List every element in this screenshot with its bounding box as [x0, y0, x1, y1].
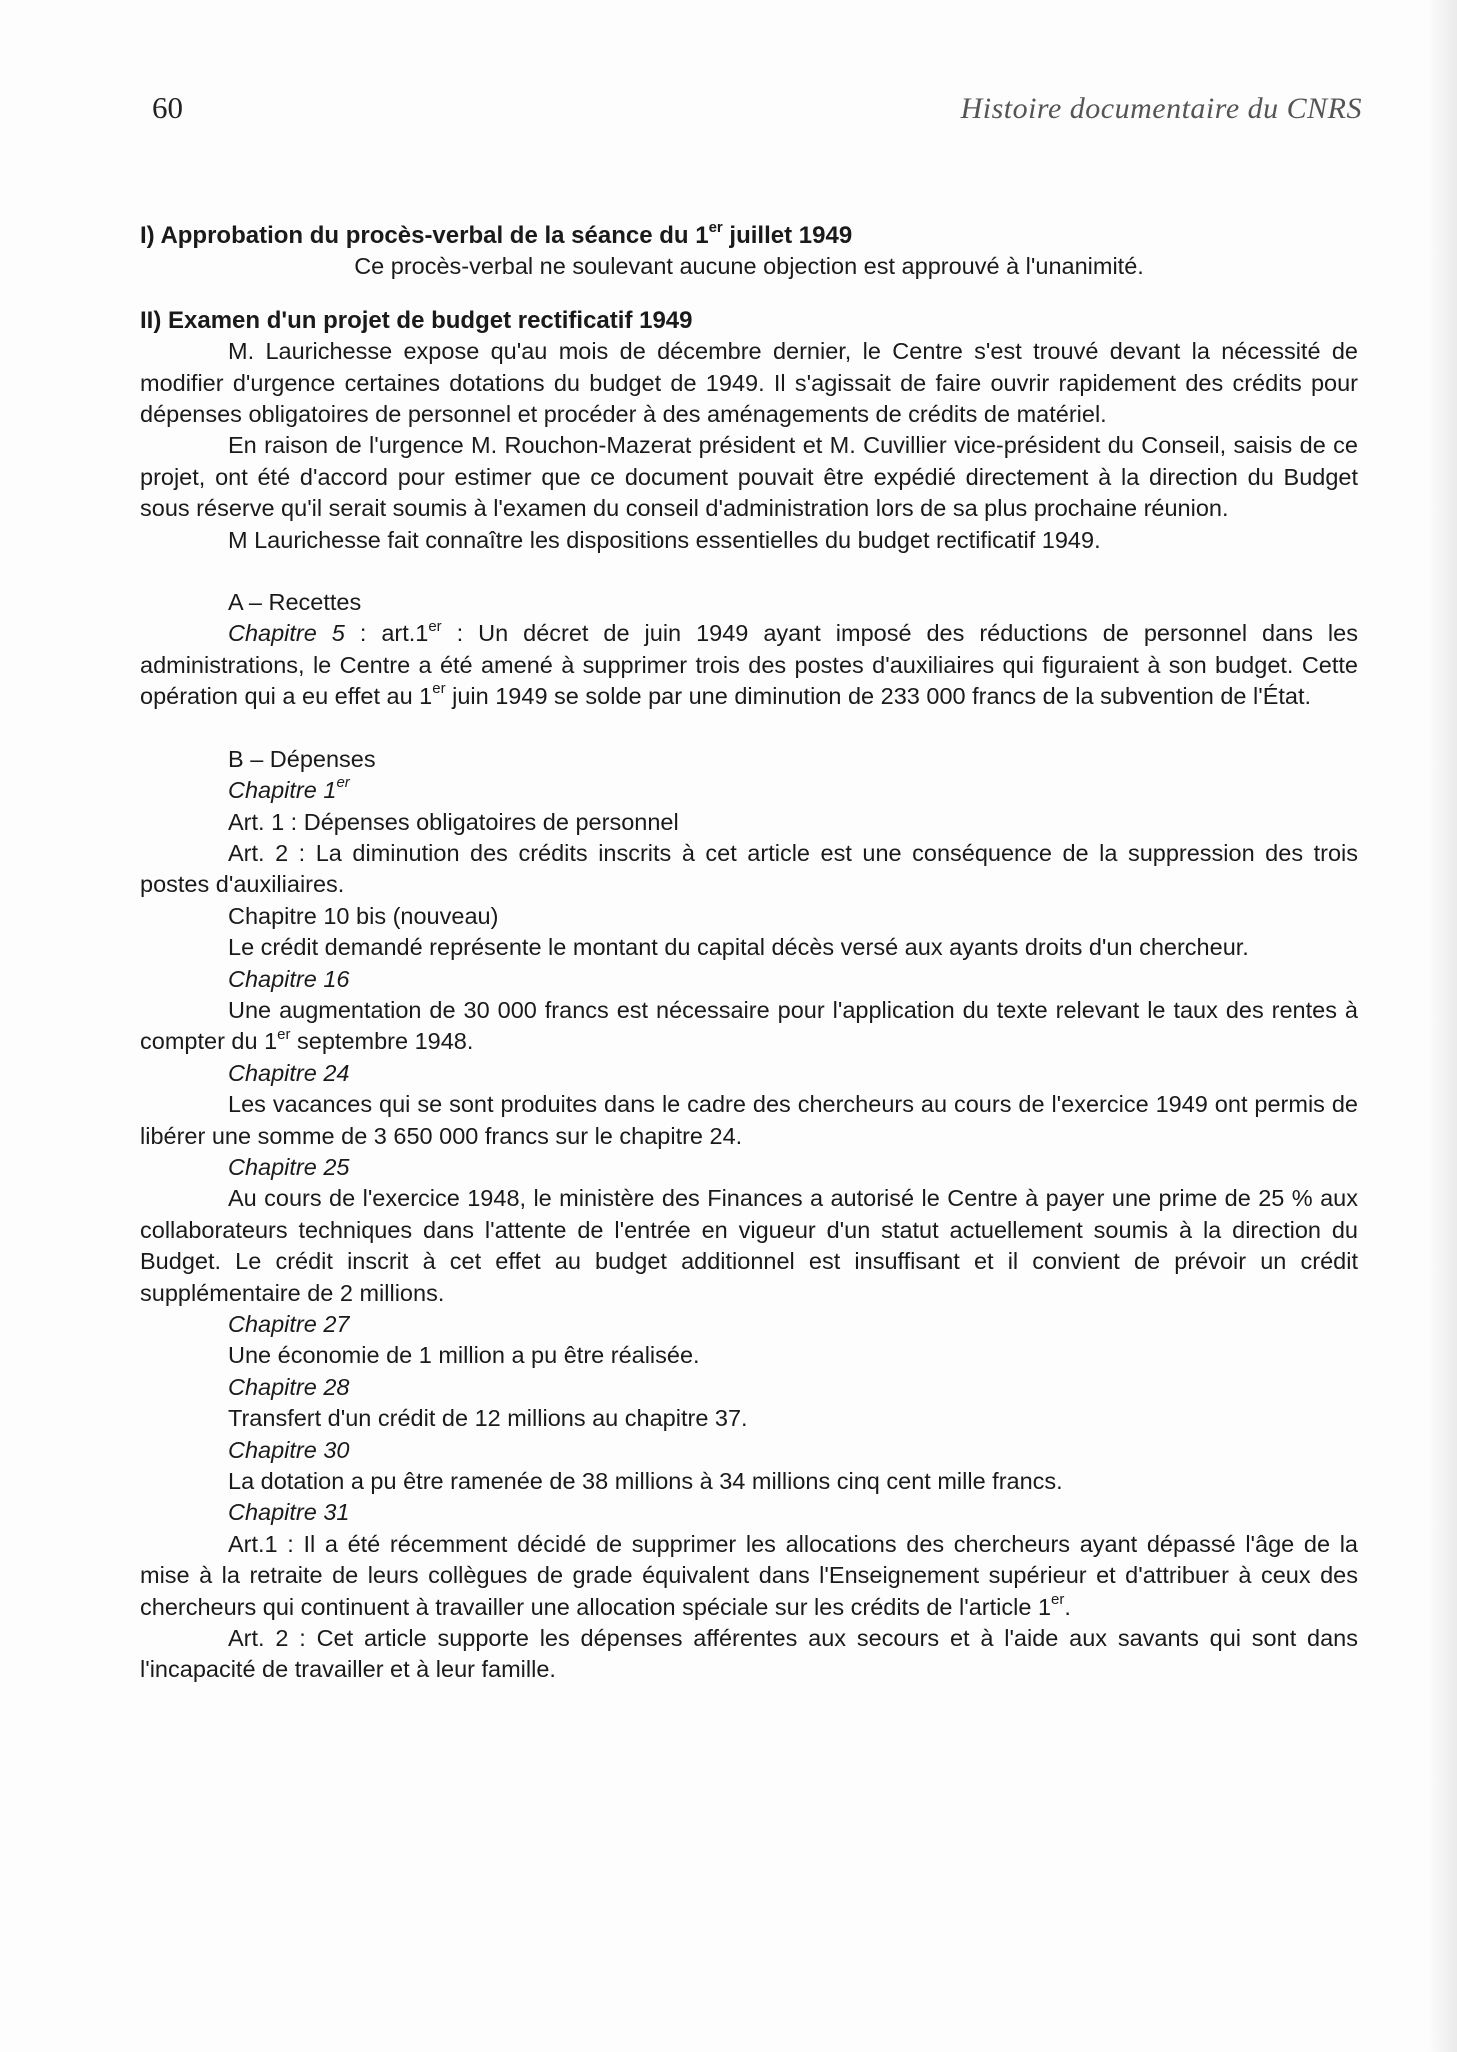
page-number: 60 [152, 90, 183, 125]
section1-heading: I) Approbation du procès-verbal de la séance du 1er juillet 1949 [140, 219, 853, 249]
chapitre-24-label: Chapitre 24 [228, 1059, 350, 1086]
chapitre-10-text: Le crédit demandé représente le montant du capital décès versé aux ayants droits d'un chercheur. [228, 934, 1249, 961]
chapitre-25-label: Chapitre 25 [228, 1153, 350, 1180]
chapitre-25-text: Au cours de l'exercice 1948, le ministère des Finances a autorisé le Centre à payer une prime de 25 % aux collaborateurs techniques dans l'attente de l'entrée en vigueur d'un statut actuellement soumis à la direction du Budget. Le crédit inscrit à cet effet au budget additionnel est insuffisant et il convient de prévoir un crédit supplémentaire de 2 millions. [140, 1185, 1358, 1306]
section2-heading: II) Examen d'un projet de budget rectificatif 1949 [140, 306, 693, 334]
page-body [140, 220, 1358, 1686]
chapitre-5-paragraph: Chapitre 5 : art.1er : Un décret de juin 1949 ayant imposé des réductions de personnel dans les administrations, le Centre a été amené à supprimer trois des postes d'auxiliaires qui figuraient à son budget. Cette opération qui a eu effet au 1er juin 1949 se solde par une diminution de 233 000 francs de la subvention de l'État. [140, 617, 1358, 710]
recettes-label: A – Recettes [228, 589, 362, 616]
section1-text: Ce procès-verbal ne soulevant aucune objection est approuvé à l'unanimité. [354, 253, 1144, 280]
depenses-label: B – Dépenses [228, 745, 376, 772]
section2-paragraph-2: En raison de l'urgence M. Rouchon-Mazerat président et M. Cuvillier vice-président du Conseil, saisis de ce projet, ont été d'accord pour estimer que ce document pouvait être expédié directement à la direction du Budget sous réserve qu'il serait soumis à l'examen du conseil d'administration lors de sa plus prochaine réunion. [140, 432, 1358, 522]
section2-paragraph-1: M. Laurichesse expose qu'au mois de décembre dernier, le Centre s'est trouvé devant la nécessité de modifier d'urgence certaines dotations du budget de 1949. Il s'agissait de faire ouvrir rapidement des crédits pour dépenses obligatoires de personnel et procéder à des aménagements de crédits de matériel. [140, 338, 1358, 428]
chapitre-16-text: Une augmentation de 30 000 francs est nécessaire pour l'application du texte relevant le taux des rentes à compter du 1er septembre 1948. [140, 996, 1358, 1055]
chapitre-1-art-2: Art. 2 : La diminution des crédits inscrits à cet article est une conséquence de la suppression des trois postes d'auxiliaires. [140, 839, 1358, 898]
chapitre-1-art-1: Art. 1 : Dépenses obligatoires de personnel [228, 808, 679, 835]
chapitre-1-label: Chapitre 1er [228, 774, 350, 804]
chapitre-27-label: Chapitre 27 [228, 1311, 350, 1337]
chapitre-28-text: Transfert d'un crédit de 12 millions au chapitre 37. [228, 1405, 748, 1432]
page-edge-shadow [1427, 0, 1457, 2052]
chapitre-24-text: Les vacances qui se sont produites dans le cadre des chercheurs au cours de l'exercice 1949 ont permis de libérer une somme de 3 650 000 francs sur le chapitre 24. [140, 1091, 1358, 1149]
chapitre-30-label: Chapitre 30 [228, 1436, 350, 1463]
running-title: Histoire documentaire du CNRS [960, 92, 1362, 125]
section2-paragraph-3: M Laurichesse fait connaître les dispositions essentielles du budget rectificatif 1949. [228, 526, 1101, 553]
chapitre-31-art-1: Art.1 : Il a été récemment décidé de supprimer les allocations des chercheurs ayant dépassé l'âge de la mise à la retraite de leurs collègues de grade équivalent dans l'Enseignement supérieur et d'attribuer à ceux des chercheurs qui continuent à travailler une allocation spéciale sur les crédits de l'article 1er. [140, 1530, 1358, 1620]
chapitre-16-label: Chapitre 16 [228, 965, 350, 992]
chapitre-31-art-2: Art. 2 : Cet article supporte les dépenses afférentes aux secours et à l'aide aux savants qui sont dans l'incapacité de travailler et à leur famille. [140, 1625, 1358, 1683]
chapitre-30-text: La dotation a pu être ramenée de 38 millions à 34 millions cinq cent mille francs. [228, 1468, 1063, 1495]
chapitre-31-label: Chapitre 31 [228, 1499, 350, 1526]
chapitre-10-label: Chapitre 10 bis (nouveau) [228, 902, 499, 929]
chapitre-27-text: Une économie de 1 million a pu être réalisée. [228, 1342, 700, 1369]
chapitre-28-label: Chapitre 28 [228, 1373, 350, 1400]
